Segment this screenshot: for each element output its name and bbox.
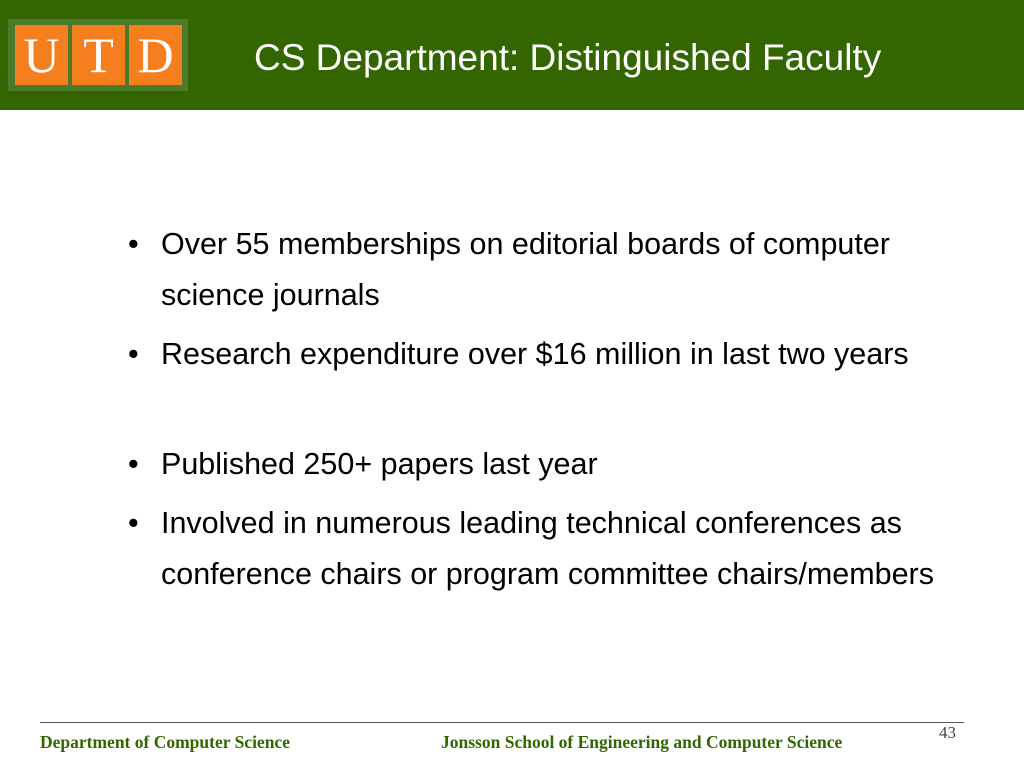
logo-letter-u: U [15,25,68,85]
bullet-icon: • [128,227,139,261]
slide-title: CS Department: Distinguished Faculty [254,37,882,78]
footer-department: Department of Computer Science [40,732,290,752]
bullet-text: Published 250+ papers last year [161,447,598,481]
bullet-item [128,329,968,380]
bullet-icon: • [128,506,139,540]
bullet-item [128,498,968,600]
bullet-text: Involved in numerous leading technical conferences as conference chairs or program committee chairs/members [161,506,934,591]
footer-divider [40,722,964,723]
bullet-text: Research expenditure over $16 million in last two years [161,337,909,371]
logo-letter-d: D [129,25,182,85]
bullet-text: Over 55 memberships on editorial boards of computer science journals [161,227,890,312]
slide-header [0,0,1024,110]
bullet-item [128,219,968,321]
logo-letter-t: T [72,25,125,85]
footer-school: Jonsson School of Engineering and Computer Science [441,732,843,752]
utd-logo [8,19,188,91]
bullet-item [128,439,968,490]
bullet-icon: • [128,447,139,481]
bullet-icon: • [128,337,139,371]
page-number: 43 [939,723,956,742]
